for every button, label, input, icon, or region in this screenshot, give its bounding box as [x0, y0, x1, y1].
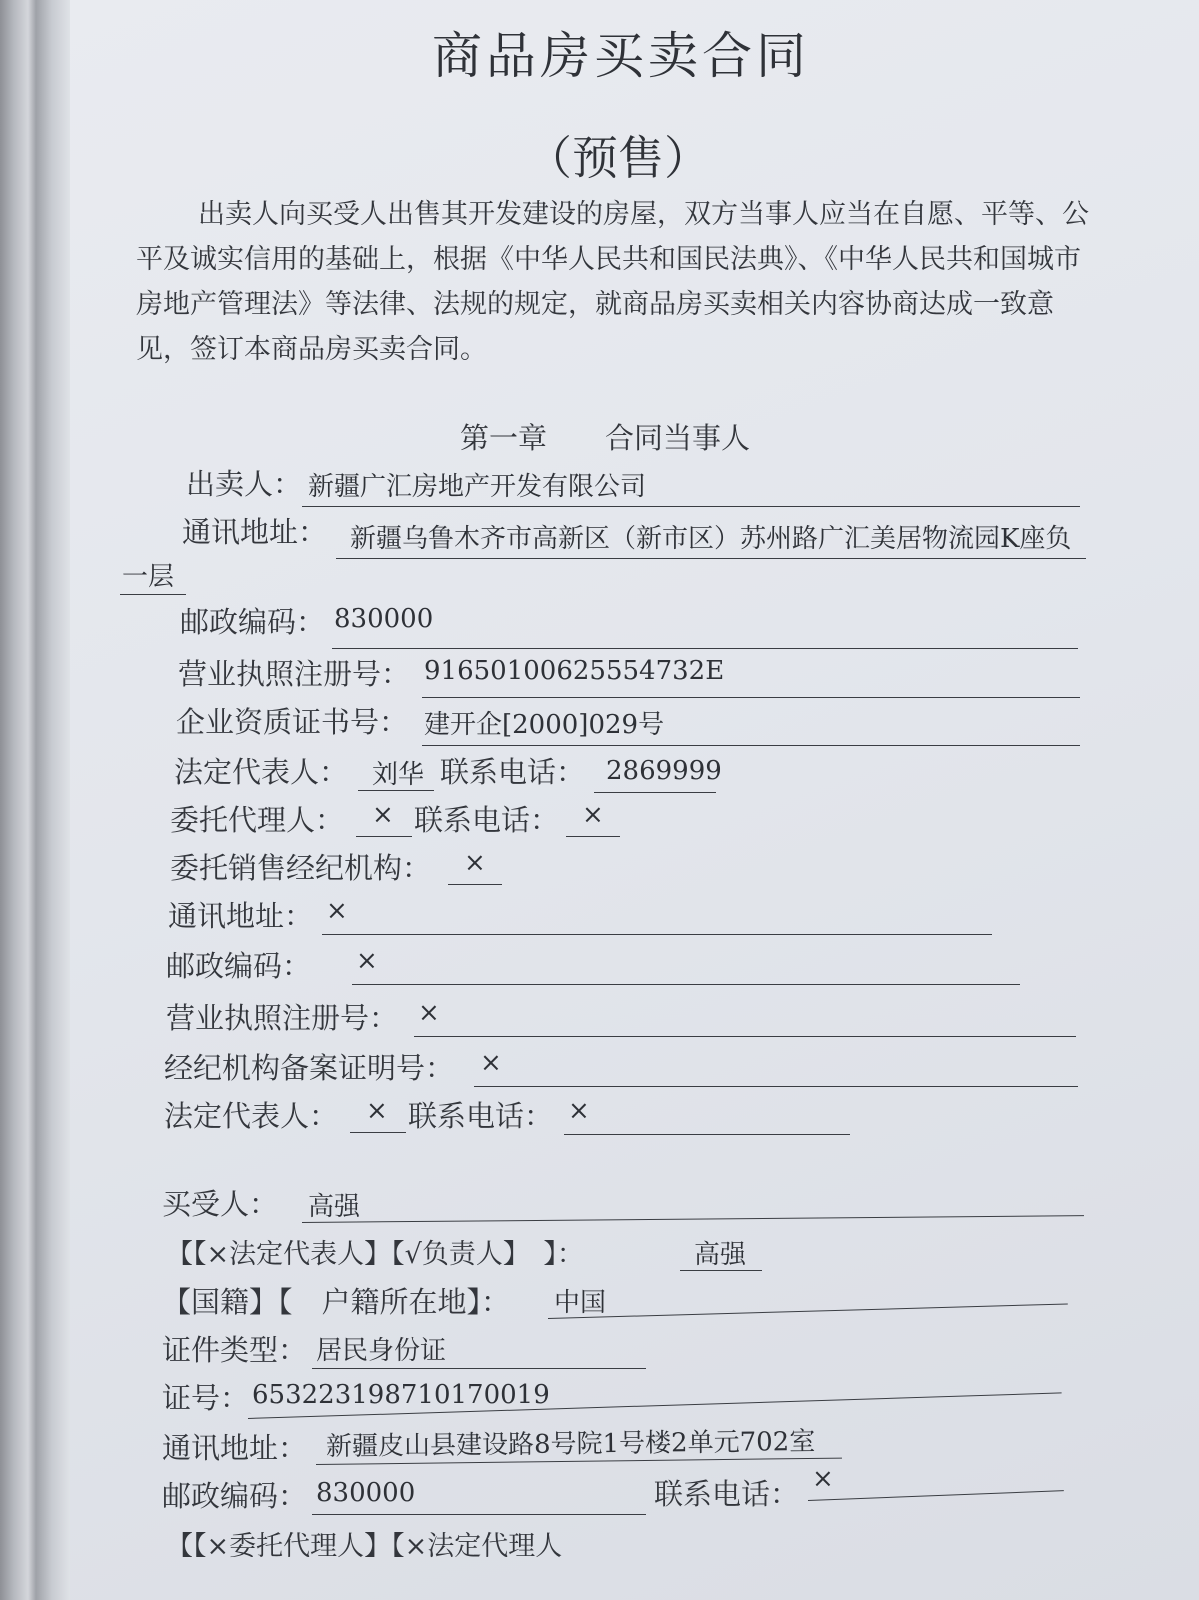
broker-filing-label: 经纪机构备案证明号： — [164, 1051, 455, 1085]
broker-phone-value: × — [568, 1096, 590, 1126]
broker-address-underline — [322, 934, 992, 935]
buyer-postcode-label: 邮政编码： — [162, 1479, 308, 1513]
buyer-nationality-value: 中国 — [554, 1288, 607, 1318]
seller-agent-value: × — [372, 800, 394, 830]
broker-license-value: × — [418, 998, 440, 1028]
seller-agent-phone-underline — [566, 836, 620, 837]
buyer-name-label: 买受人： — [162, 1187, 279, 1221]
seller-license-value: 91650100625554732E — [424, 656, 725, 686]
seller-legal-rep-label: 法定代表人： — [174, 755, 349, 789]
broker-filing-underline — [474, 1086, 1078, 1087]
seller-name-label: 出卖人： — [186, 467, 303, 501]
buyer-nationality-underline — [548, 1303, 1068, 1319]
buyer-nationality-label: 【国籍】【 户籍所在地】： — [162, 1285, 511, 1319]
seller-qualification-value: 建开企[2000]029号 — [424, 710, 665, 740]
document-title: 商品房买卖合同 — [432, 27, 810, 85]
buyer-rep-underline — [680, 1270, 762, 1271]
document-subtitle: （预售） — [526, 131, 710, 185]
buyer-address-label: 通讯地址： — [162, 1431, 308, 1465]
broker-org-value: × — [464, 848, 486, 878]
broker-postcode-underline — [352, 984, 1020, 985]
buyer-phone-value: × — [812, 1464, 834, 1494]
buyer-id-no-label: 证号： — [162, 1381, 250, 1415]
broker-org-underline — [448, 884, 502, 885]
seller-qualification-label: 企业资质证书号： — [176, 705, 409, 739]
seller-address-value-line2: 一层 — [122, 562, 175, 592]
seller-phone-underline — [594, 792, 716, 793]
seller-license-underline — [422, 697, 1080, 698]
contract-page — [70, 0, 1199, 1600]
chapter-title: 第一章 合同当事人 — [460, 421, 751, 455]
buyer-phone-label: 联系电话： — [654, 1477, 800, 1511]
seller-address-underline-2 — [120, 594, 186, 595]
seller-name-underline — [302, 506, 1080, 507]
buyer-name-underline — [302, 1215, 1084, 1223]
seller-agent-underline — [356, 836, 412, 837]
broker-org-label: 委托销售经纪机构： — [170, 851, 432, 885]
book-binding-shadow — [0, 0, 70, 1600]
broker-legal-rep-underline — [350, 1132, 406, 1133]
buyer-name-value: 高强 — [308, 1192, 361, 1222]
buyer-id-type-underline — [312, 1368, 646, 1369]
broker-phone-underline — [564, 1134, 850, 1135]
seller-postcode-label: 邮政编码： — [180, 605, 326, 639]
buyer-agent-line: 【【×委托代理人】【×法定代理人 — [166, 1531, 563, 1562]
buyer-postcode-value: 830000 — [316, 1478, 416, 1508]
broker-filing-value: × — [480, 1048, 502, 1078]
seller-postcode-value: 830000 — [334, 604, 434, 634]
buyer-rep-label: 【【×法定代表人】【√负责人】 】： — [166, 1239, 584, 1270]
seller-address-underline — [336, 558, 1086, 559]
buyer-postcode-underline — [312, 1514, 646, 1515]
broker-phone-label: 联系电话： — [408, 1099, 554, 1133]
seller-phone-value: 2869999 — [606, 756, 722, 786]
buyer-id-type-label: 证件类型： — [162, 1333, 308, 1367]
seller-address-label: 通讯地址： — [182, 515, 328, 549]
preamble-paragraph: 出卖人向买受人出售其开发建设的房屋，双方当事人应当在自愿、平等、公平及诚实信用的基础上，根据《中华人民共和国民法典》、《中华人民共和国城市房地产管理法》等法律、法规的规定，就商品房买卖相关内容协商达成一致意见，签订本商品房买卖合同。 — [136, 199, 1089, 365]
broker-legal-rep-value: × — [366, 1096, 388, 1126]
buyer-id-no-value: 653223198710170019 — [252, 1380, 550, 1410]
seller-agent-phone-value: × — [582, 800, 604, 830]
seller-qualification-underline — [422, 745, 1080, 746]
broker-license-label: 营业执照注册号： — [166, 1001, 399, 1035]
buyer-id-type-value: 居民身份证 — [316, 1336, 447, 1366]
broker-legal-rep-label: 法定代表人： — [164, 1099, 339, 1133]
seller-name-value: 新疆广汇房地产开发有限公司 — [308, 472, 647, 502]
seller-address-value-line1: 新疆乌鲁木齐市高新区（新市区）苏州路广汇美居物流园K座负 — [350, 524, 1072, 554]
buyer-phone-underline — [808, 1490, 1064, 1501]
seller-legal-rep-value: 刘华 — [372, 760, 425, 790]
seller-agent-phone-label: 联系电话： — [414, 803, 560, 837]
broker-license-underline — [414, 1036, 1076, 1037]
buyer-address-value: 新疆皮山县建设路8号院1号楼2单元702室 — [325, 1426, 816, 1462]
seller-agent-label: 委托代理人： — [170, 803, 345, 837]
seller-legal-rep-underline — [358, 790, 434, 791]
broker-address-value: × — [326, 896, 348, 926]
seller-license-label: 营业执照注册号： — [178, 657, 411, 691]
buyer-rep-value: 高强 — [694, 1240, 747, 1270]
seller-postcode-underline — [332, 648, 1078, 649]
broker-postcode-label: 邮政编码： — [166, 949, 312, 983]
broker-postcode-value: × — [356, 946, 378, 976]
seller-phone-label: 联系电话： — [440, 755, 586, 789]
broker-address-label: 通讯地址： — [168, 899, 314, 933]
